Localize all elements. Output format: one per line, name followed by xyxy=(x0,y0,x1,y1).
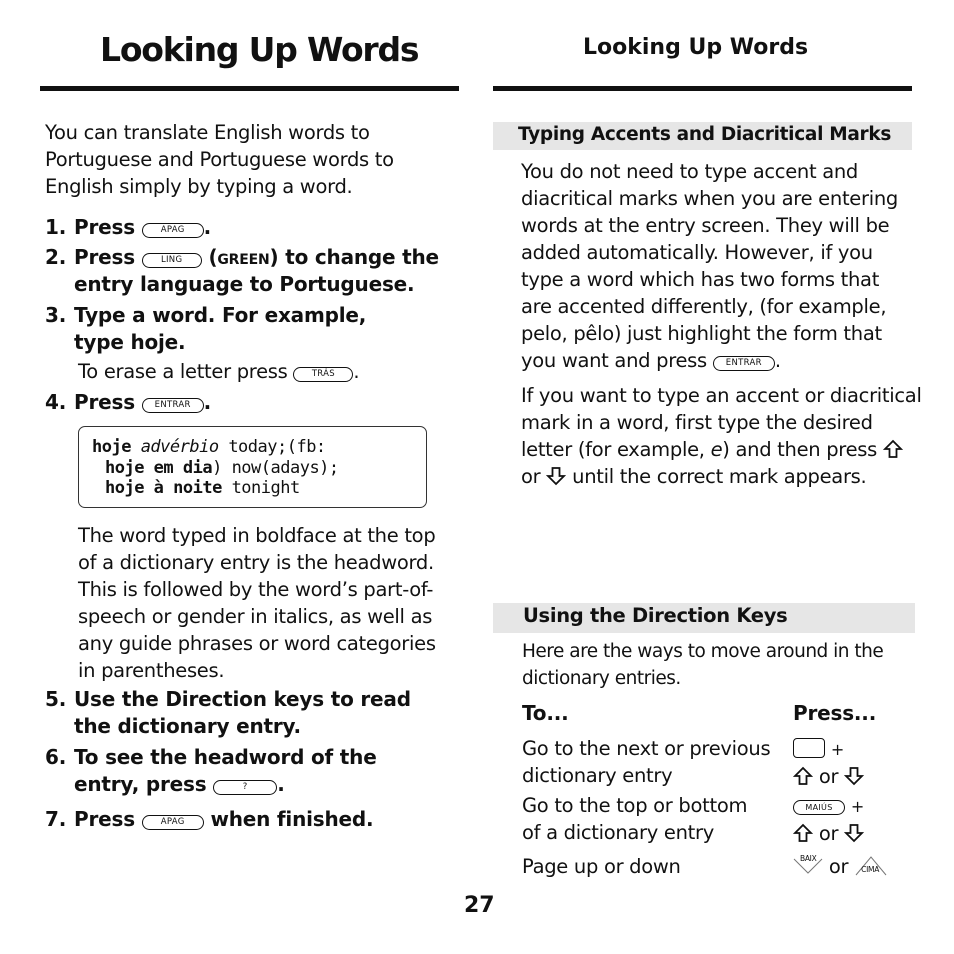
explanation-line: of a dictionary entry is the headword. xyxy=(78,551,434,574)
table-row xyxy=(522,792,747,846)
step-number: 6. xyxy=(45,745,67,769)
left-title-rule xyxy=(40,86,459,91)
step-end: . xyxy=(277,772,285,796)
part-of-speech: advérbio xyxy=(130,437,219,457)
paragraph-text: you want and press xyxy=(521,349,707,372)
paragraph-line: pelo, pêlo) just highlight the form that xyxy=(521,322,882,345)
step-text: Press xyxy=(74,245,135,269)
step-text-rest: ) to change the xyxy=(269,245,439,269)
step-text: To see the headword of the xyxy=(74,745,377,769)
paragraph-line: diacritical marks when you are entering xyxy=(521,187,898,210)
accents-paragraph-1 xyxy=(521,158,916,374)
paragraph-line: If you want to type an accent or diacritical xyxy=(521,384,922,407)
intro-line: You can translate English words to xyxy=(45,121,370,144)
headword: hoje xyxy=(92,437,131,457)
green-label: GREEN xyxy=(217,252,270,268)
cima-key-icon xyxy=(854,853,888,877)
erase-end: . xyxy=(353,360,360,383)
question-key: ? xyxy=(213,780,277,795)
row-action: Go to the next or previous xyxy=(522,737,771,760)
plus-sign: + xyxy=(830,740,845,759)
paragraph-line: Here are the ways to move around in the xyxy=(522,641,884,662)
paragraph-text: or xyxy=(521,465,541,488)
step-text: entry, press xyxy=(74,772,207,796)
row-press xyxy=(793,792,864,847)
up-arrow-icon xyxy=(883,438,903,461)
tras-key: TRÁS xyxy=(293,367,353,382)
paragraph-text: ) and then press xyxy=(722,438,878,461)
paragraph-text: letter (for example, xyxy=(521,438,711,461)
up-arrow-icon xyxy=(793,765,813,788)
entrar-key: ENTRAR xyxy=(713,356,775,371)
screen-line-3 xyxy=(105,478,300,499)
direction-keys-heading: Using the Direction Keys xyxy=(523,604,788,627)
screen-line-1 xyxy=(92,437,326,458)
step-text: Press xyxy=(74,215,135,239)
paragraph-line: type a word which has two forms that xyxy=(521,268,880,291)
maius-key: MAIÚS xyxy=(793,800,845,815)
erase-note xyxy=(78,358,359,385)
paragraph-line: are accented differently, (for example, xyxy=(521,295,887,318)
direction-intro xyxy=(522,638,917,692)
guide-phrase: hoje em dia xyxy=(105,458,213,478)
apag-key: APAG xyxy=(142,223,204,238)
paragraph-line: dictionary entries. xyxy=(522,668,681,689)
step-text: Use the Direction keys to read xyxy=(74,687,411,711)
intro-line: English simply by typing a word. xyxy=(45,175,353,198)
paragraph-line xyxy=(521,436,916,463)
step-number: 5. xyxy=(45,687,67,711)
row-action: Go to the top or bottom xyxy=(522,794,748,817)
plus-sign: + xyxy=(850,797,865,816)
step-text: Type a word. For example, xyxy=(74,303,367,327)
step-text: Press xyxy=(74,390,135,414)
entrar-key: ENTRAR xyxy=(142,398,204,413)
paragraph-line: You do not need to type accent and xyxy=(521,160,858,183)
paragraph-line xyxy=(521,347,916,374)
step-end: . xyxy=(203,390,212,414)
step-3-line-2: type hoje. xyxy=(74,330,186,354)
explanation-line: in parentheses. xyxy=(78,659,225,682)
paragraph-line xyxy=(521,463,916,490)
explanation-line: speech or gender in italics, as well as xyxy=(78,605,433,628)
up-arrow-icon xyxy=(793,822,813,845)
step-2-line-2: entry language to Portuguese. xyxy=(74,272,415,296)
or-text: or xyxy=(818,822,839,845)
translation: today;(fb: xyxy=(218,437,326,457)
explanation-line: The word typed in boldface at the top xyxy=(78,524,436,547)
step-number: 4. xyxy=(45,390,67,414)
dictionary-screen xyxy=(78,426,427,508)
row-action: Page up or down xyxy=(522,855,681,878)
step-end: . xyxy=(203,215,212,239)
step-number: 2. xyxy=(45,245,67,269)
step-6-line-2 xyxy=(74,771,285,798)
ling-key: LING xyxy=(142,253,202,268)
step-number: 3. xyxy=(45,303,67,327)
accents-heading: Typing Accents and Diacritical Marks xyxy=(518,124,892,145)
paragraph-line: added automatically. However, if you xyxy=(521,241,873,264)
explanation-paragraph xyxy=(78,522,463,684)
baix-key-icon xyxy=(793,853,823,877)
step-number: 1. xyxy=(45,215,67,239)
right-page-title: Looking Up Words xyxy=(583,35,809,60)
cima-key: CIMA xyxy=(861,865,880,874)
step-number: 7. xyxy=(45,807,67,831)
down-arrow-icon xyxy=(844,822,864,845)
accents-paragraph-2 xyxy=(521,382,922,490)
step-5-line-2: the dictionary entry. xyxy=(74,714,301,738)
row-action: of a dictionary entry xyxy=(522,821,714,844)
erase-text: To erase a letter press xyxy=(78,360,288,383)
row-press xyxy=(793,853,888,880)
right-title-rule xyxy=(493,86,912,91)
apag-key: APAG xyxy=(142,815,204,830)
paragraph-line: mark in a word, first type the desired xyxy=(521,411,873,434)
down-arrow-icon xyxy=(844,765,864,788)
step-text: Press xyxy=(74,807,135,831)
page-number: 27 xyxy=(464,893,495,918)
example-letter: e xyxy=(710,438,723,461)
blank-key xyxy=(793,738,825,758)
step-end: when finished. xyxy=(210,807,374,831)
column-header-to: To... xyxy=(522,701,569,725)
paren-open: ( xyxy=(208,245,218,269)
table-row xyxy=(522,853,681,880)
left-page-title: Looking Up Words xyxy=(100,30,419,69)
baix-key: BAIX xyxy=(800,854,817,863)
intro-line: Portuguese and Portuguese words to xyxy=(45,148,394,171)
or-text: or xyxy=(818,765,839,788)
row-action: dictionary entry xyxy=(522,764,673,787)
or-text: or xyxy=(828,855,849,878)
explanation-line: any guide phrases or word categories xyxy=(78,632,436,655)
intro-paragraph xyxy=(45,119,455,200)
explanation-line: This is followed by the word’s part-of- xyxy=(78,578,434,601)
paragraph-text: until the correct mark appears. xyxy=(572,465,867,488)
down-arrow-icon xyxy=(546,465,566,488)
paragraph-end: . xyxy=(774,349,781,372)
table-row xyxy=(522,735,770,789)
paragraph-line: words at the entry screen. They will be xyxy=(521,214,890,237)
column-header-press: Press... xyxy=(793,701,877,725)
screen-line-2 xyxy=(105,458,339,479)
translation: tonight xyxy=(221,478,300,498)
row-press xyxy=(793,735,864,790)
guide-phrase: hoje à noite xyxy=(105,478,222,498)
translation: ) now(adays); xyxy=(212,458,339,478)
